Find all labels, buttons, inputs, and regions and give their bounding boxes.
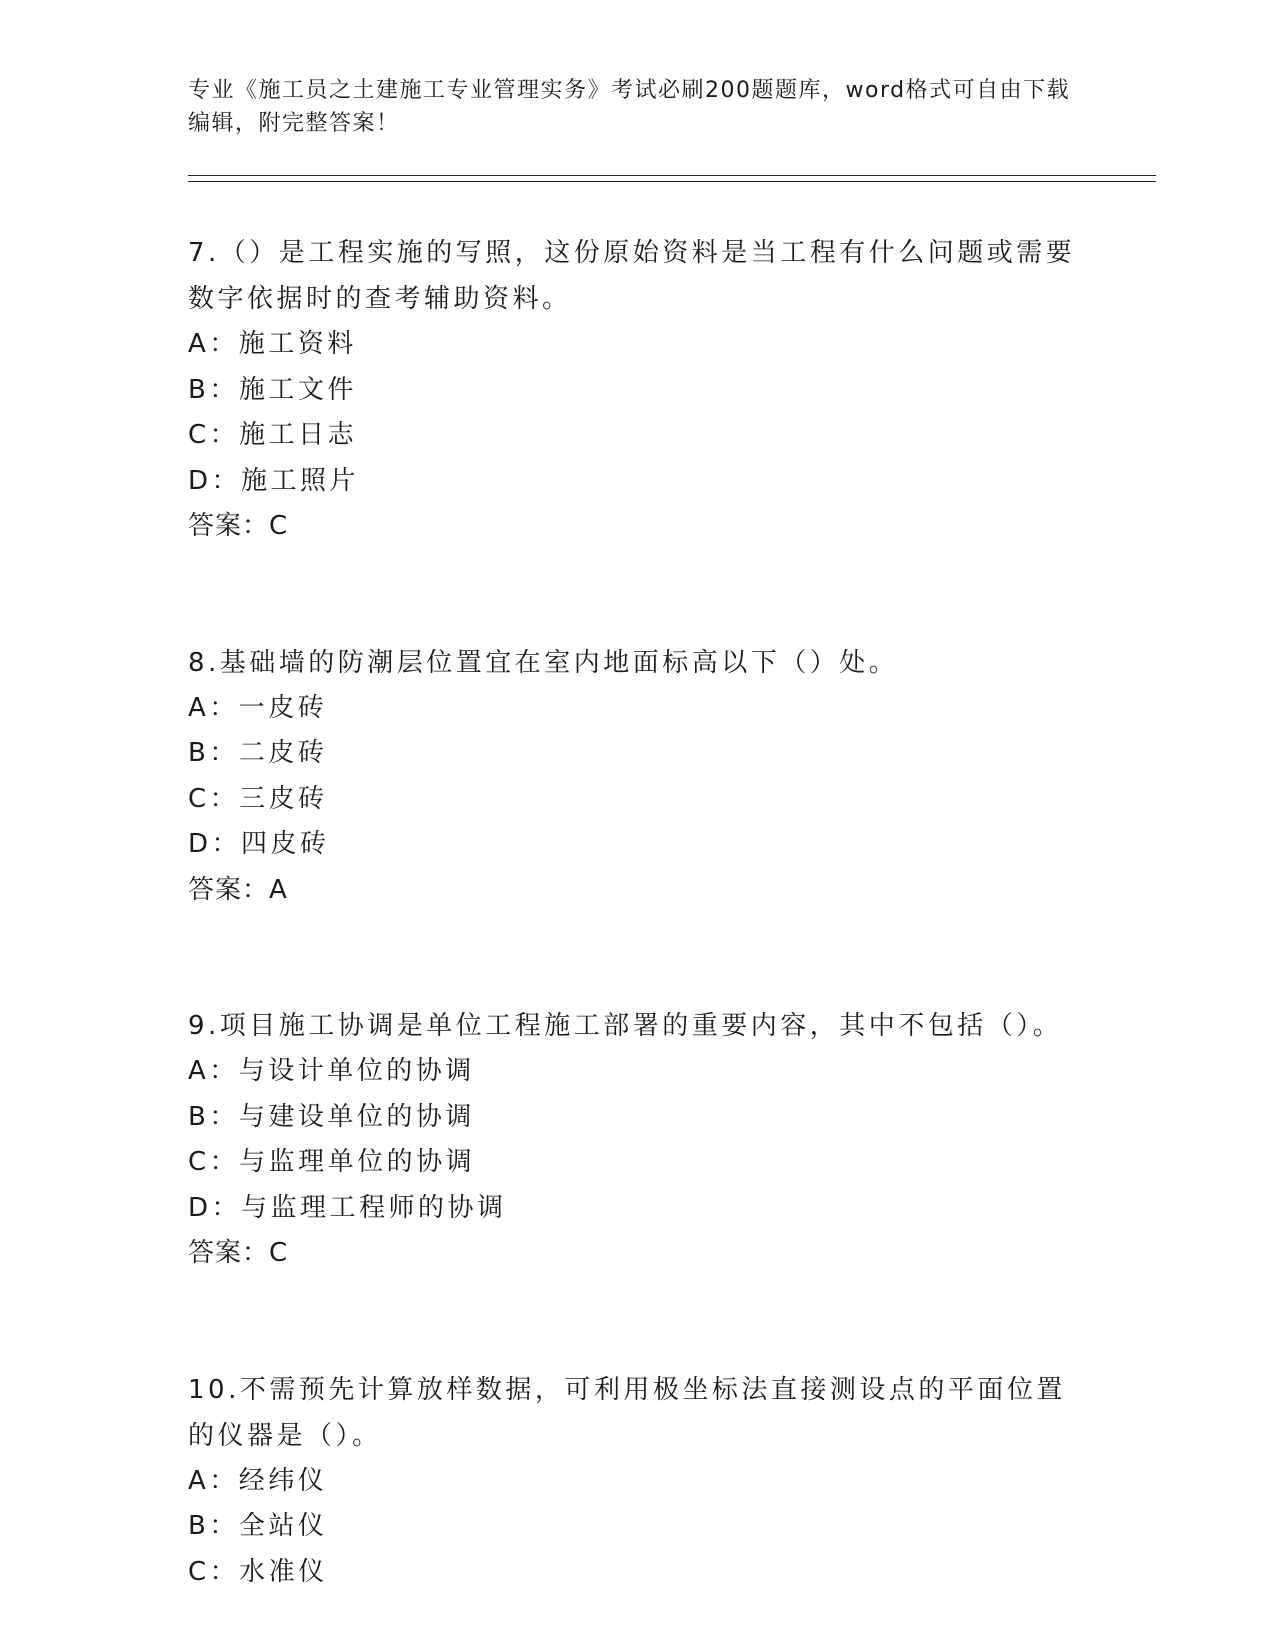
document-header: 专业《施工员之土建施工专业管理实务》考试必刷200题题库，word格式可自由下载编辑，附完整答案！ xyxy=(188,78,1071,136)
question-stem: 10.不需预先计算放样数据，可利用极坐标法直接测设点的平面位置的仪器是（）。 xyxy=(188,1374,1066,1451)
answer: 答案：C xyxy=(188,1238,289,1268)
option-b: B：二皮砖 xyxy=(188,738,328,768)
question-7 xyxy=(188,230,1088,550)
question-list xyxy=(188,230,1088,1595)
option-a: A：施工资料 xyxy=(188,329,357,359)
option-b: B：施工文件 xyxy=(188,374,357,405)
answer: 答案：A xyxy=(188,874,288,905)
question-spacer xyxy=(188,913,1088,1003)
question-stem: 8.基础墙的防潮层位置宜在室内地面标高以下（）处。 xyxy=(188,647,899,678)
question-spacer xyxy=(188,550,1088,640)
option-c: C：三皮砖 xyxy=(188,783,328,814)
answer: 答案：C xyxy=(188,511,289,541)
question-spacer xyxy=(188,1277,1088,1367)
option-b: B：全站仪 xyxy=(188,1511,328,1541)
option-d: D：与监理工程师的协调 xyxy=(188,1192,507,1223)
option-c: C：与监理单位的协调 xyxy=(188,1147,476,1177)
question-10 xyxy=(188,1367,1088,1596)
option-d: D：施工照片 xyxy=(188,465,360,496)
question-9 xyxy=(188,1003,1088,1277)
question-stem: 7.（）是工程实施的写照，这份原始资料是当工程有什么问题或需要数字依据时的查考辅助资料。 xyxy=(188,238,1076,314)
question-stem: 9.项目施工协调是单位工程施工部署的重要内容，其中不包括（）。 xyxy=(188,1011,1063,1041)
option-a: A：与设计单位的协调 xyxy=(188,1056,475,1086)
option-c: C：水准仪 xyxy=(188,1556,328,1587)
question-8 xyxy=(188,640,1088,914)
header-divider-bottom xyxy=(188,181,1156,182)
option-a: A：一皮砖 xyxy=(188,692,328,723)
header-divider-top xyxy=(188,175,1156,176)
option-a: A：经纬仪 xyxy=(188,1465,328,1496)
option-c: C：施工日志 xyxy=(188,420,358,450)
option-b: B：与建设单位的协调 xyxy=(188,1101,475,1132)
option-d: D：四皮砖 xyxy=(188,829,330,859)
